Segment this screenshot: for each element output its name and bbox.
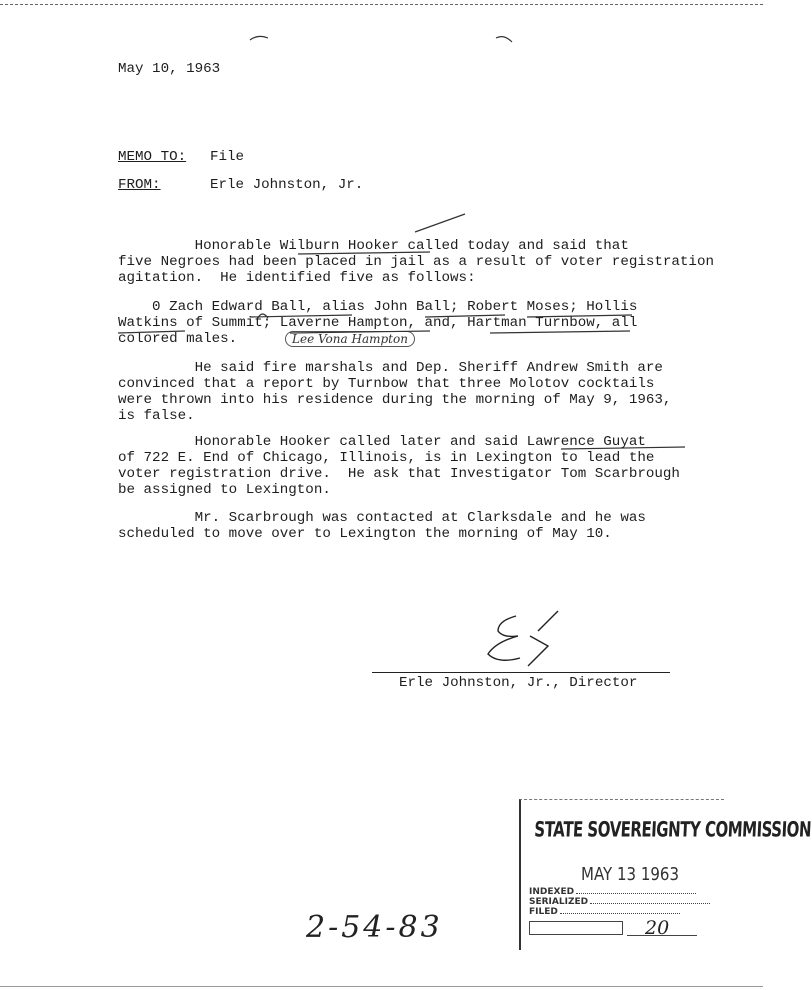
stamp-date: MAY 13 1963 (581, 863, 679, 885)
stamp-row-serialized: SERIALIZED (529, 897, 710, 907)
paragraph-line: Watkins of Summit; Laverne Hampton, and, Hartman Turnbow, all (118, 315, 638, 331)
received-stamp (519, 799, 812, 951)
handwritten-note: Lee Vona Hampton (285, 331, 415, 347)
paragraph-line: 0 Zach Edward Ball, alias John Ball; Robert Moses; Hollis (118, 299, 638, 315)
memo-from-label: FROM: (118, 177, 161, 193)
memo-from-value: Erle Johnston, Jr. (210, 177, 364, 193)
paragraph-line: Honorable Hooker called later and said Lawrence Guyat (118, 434, 646, 450)
underline-hooker (298, 252, 430, 254)
paragraph-line: of 722 E. End of Chicago, Illinois, is in Lexington to lead the (118, 450, 655, 466)
underline-john-ball (425, 315, 505, 317)
stamp-row-filed: FILED (529, 907, 680, 917)
paragraph-line: colored males. (118, 331, 238, 347)
signature-name: Erle Johnston, Jr., Director (399, 675, 638, 691)
bottom-edge-line (0, 986, 763, 987)
signature-line (372, 672, 670, 673)
paragraph-line: Honorable Wilburn Hooker called today and said that (118, 238, 629, 254)
underline-watkins (118, 331, 185, 333)
underline-hampton (290, 331, 430, 333)
stamp-initials: 20 (645, 917, 670, 939)
stamp-row-indexed: INDEXED (529, 887, 696, 897)
paragraph-line: He said fire marshals and Dep. Sheriff Andrew Smith are (118, 360, 663, 376)
scan-mark (496, 37, 512, 42)
paragraph-line: Mr. Scarbrough was contacted at Clarksdale and he was (118, 510, 646, 526)
paragraph-line: voter registration drive. He ask that Investigator Tom Scarbrough (118, 466, 680, 482)
stamp-box (529, 921, 623, 935)
underline-turnbow (490, 331, 630, 333)
underline-guyat (561, 447, 685, 449)
paragraph-line: be assigned to Lexington. (118, 482, 331, 498)
memo-to-label: MEMO TO: (118, 149, 187, 165)
paragraph-line: convinced that a report by Turnbow that three Molotov cocktails (118, 376, 655, 392)
signature-scrawl (478, 606, 578, 676)
underline-moses (527, 315, 632, 317)
paragraph-line: scheduled to move over to Lexington the morning of May 10. (118, 526, 612, 542)
check-mark (415, 214, 465, 232)
paragraph-line: were thrown into his residence during the morning of May 9, 1963, (118, 392, 672, 408)
stamp-title: STATE SOVEREIGNTY COMMISSION (533, 817, 812, 843)
paragraph-line: five Negroes had been placed in jail as a result of voter registration (118, 254, 714, 270)
memo-to-value: File (210, 149, 245, 165)
paragraph-line: agitation. He identified five as follows: (118, 270, 476, 286)
scan-mark (250, 36, 268, 40)
paragraph-line: is false. (118, 408, 195, 424)
handwritten-document-number: 2-54-83 (306, 910, 443, 945)
memo-date: May 10, 1963 (118, 61, 221, 77)
